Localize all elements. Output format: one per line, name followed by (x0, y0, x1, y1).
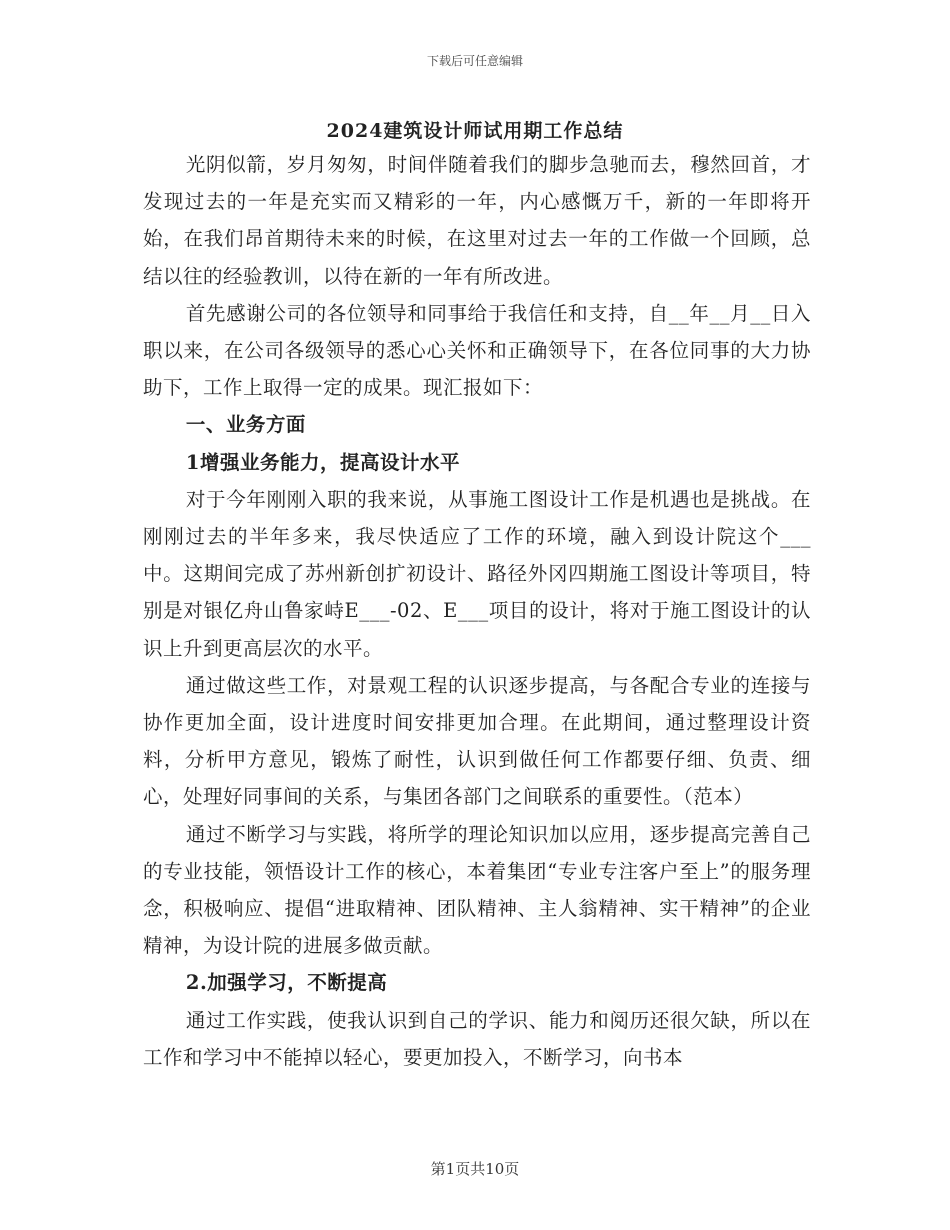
subheading-study: 2.加强学习，不断提高 (185, 971, 388, 995)
paragraph-intro: 光阴似箭，岁月匆匆，时间伴随着我们的脚步急驰而去，穆然回首，才发现过去的一年是充实而又精彩的一年，内心感慨万千，新的一年即将开始，在我们昂首期待未来的时候，在这里对过去一年的工作做一个回顾，总结以往的经验教训，以待在新的一年有所改进。 (143, 153, 811, 288)
paragraph-thanks: 首先感谢公司的各位领导和同事给于我信任和支持，自__年__月__日入职以来，在公司各级领导的悉心心关怀和正确领导下，在各位同事的大力协助下，工作上取得一定的成果。现汇报如下： (143, 301, 811, 400)
page-footer: 第1页共10页 (430, 1160, 520, 1178)
document-body (143, 146, 811, 1076)
subheading-ability: 1增强业务能力，提高设计水平 (185, 450, 460, 474)
paragraph-learning: 通过不断学习与实践，将所学的理论知识加以应用，逐步提高完善自己的专业技能，领悟设计工作的核心，本着集团“专业专注客户至上”的服务理念，积极响应、提倡“进取精神、团队精神、主人翁精神、实干精神”的企业精神，为设计院的进展多做贡献。 (143, 822, 811, 958)
document-title: 2024建筑设计师试用期工作总结 (326, 120, 624, 142)
paragraph-practice: 通过工作实践，使我认识到自己的学识、能力和阅历还很欠缺，所以在工作和学习中不能掉以轻心，要更加投入，不断学习，向书本 (143, 1008, 811, 1069)
paragraph-projects: 对于今年刚刚入职的我来说，从事施工图设计工作是机遇也是挑战。在刚刚过去的半年多来，我尽快适应了工作的环境，融入到设计院这个___中。这期间完成了苏州新创扩初设计、路径外冈四期施工图设计等项目，特别是对银亿舟山鲁家峙E___-02、E___项目的设计，将对于施工图设计的认识上升到更高层次的水平。 (143, 487, 811, 660)
header-note: 下载后可任意编辑 (426, 54, 523, 68)
section-heading-business: 一、业务方面 (185, 413, 306, 437)
paragraph-experience: 通过做这些工作，对景观工程的认识逐步提高，与各配合专业的连接与协作更加全面，设计进度时间安排更加合理。在此期间，通过整理设计资料，分析甲方意见，锻炼了耐性，认识到做任何工作都要仔细、负责、细心，处理好同事间的关系，与集团各部门之间联系的重要性。（范本） (143, 673, 811, 809)
